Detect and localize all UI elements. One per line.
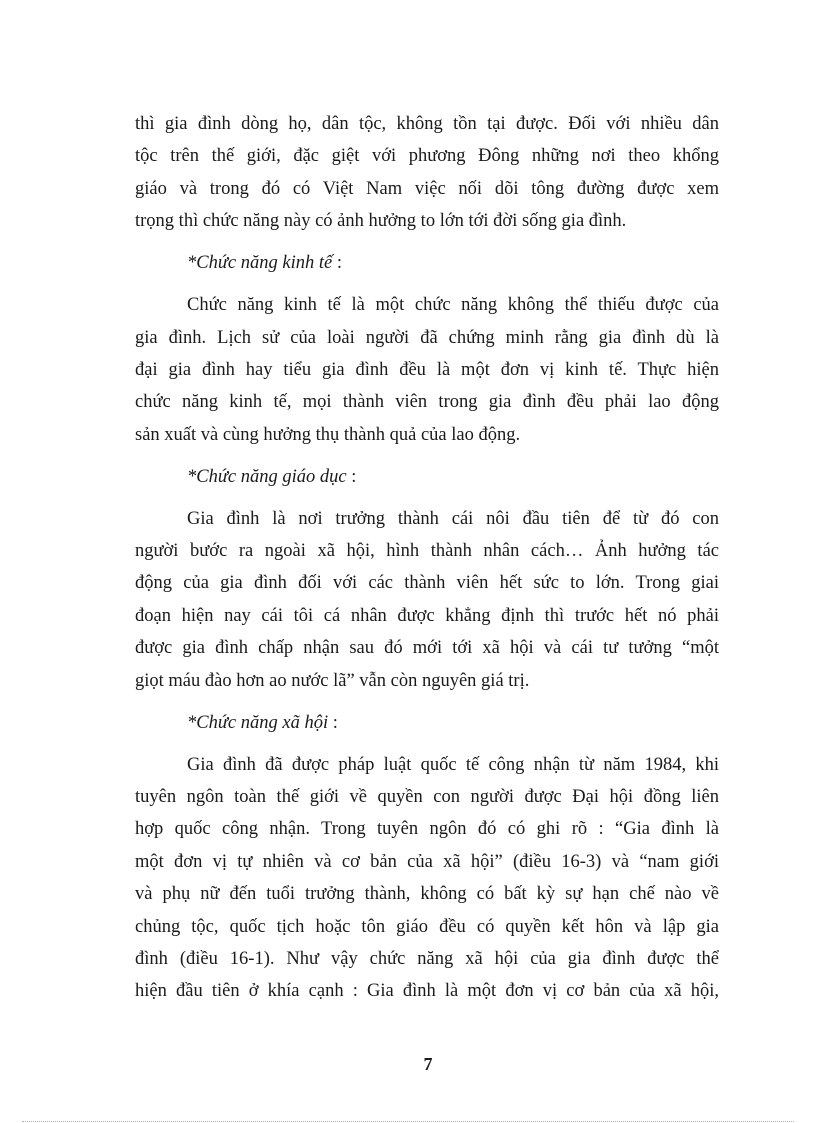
- text-line: người bước ra ngoài xã hội, hình thành nhân cách… Ảnh hưởng tác: [135, 541, 719, 562]
- text-line: tuyên ngôn toàn thế giới về quyền con người được Đại hội đồng liên: [135, 786, 719, 807]
- paragraph-gap: [135, 697, 719, 707]
- text-line: tộc trên thế giới, đặc giệt với phương Đông những nơi theo khổng: [135, 146, 719, 167]
- text-line: giọt máu đào hơn ao nước lã” vẫn còn nguyên giá trị.: [135, 670, 530, 691]
- text-line: sản xuất và cùng hưởng thụ thành quả của lao động.: [135, 424, 521, 445]
- section-heading: [135, 707, 719, 739]
- page-bottom-divider: [22, 1121, 794, 1122]
- body-paragraph: [135, 289, 719, 451]
- section-heading-colon: :: [332, 253, 342, 274]
- text-line: hiện đầu tiên ở khía cạnh : Gia đình là một đơn vị cơ bản của xã hội,: [135, 981, 719, 1002]
- section-heading-text: *Chức năng xã hội: [187, 712, 329, 733]
- text-line: một đơn vị tự nhiên và cơ bản của xã hội” (điều 16-3) và “nam giới: [135, 851, 719, 872]
- text-line: được gia đình chấp nhận sau đó mới tới xã hội và cái tư tưởng “một: [135, 638, 719, 659]
- paragraph-gap: [135, 739, 719, 749]
- text-line: đoạn hiện nay cái tôi cá nhân được khẳng định thì trước hết nó phải: [135, 605, 719, 626]
- text-line: thì gia đình dòng họ, dân tộc, không tồn tại được. Đối với nhiều dân: [135, 114, 719, 134]
- text-line: Gia đình đã được pháp luật quốc tế công nhận từ năm 1984, khi: [187, 754, 719, 775]
- text-line: động của gia đình đối với các thành viên hết sức to lớn. Trong giai: [135, 573, 719, 594]
- section-heading-colon: :: [328, 712, 338, 733]
- paragraph-gap: [135, 238, 719, 248]
- text-line: Gia đình là nơi trưởng thành cái nôi đầu tiên để từ đó con: [187, 508, 719, 529]
- section-heading-text: *Chức năng giáo dục: [187, 466, 347, 487]
- text-line: giáo và trong đó có Việt Nam việc nối dõi tông đường được xem: [135, 178, 719, 199]
- paragraph-gap: [135, 493, 719, 503]
- text-line: chủng tộc, quốc tịch hoặc tôn giáo đều có quyền kết hôn và lập gia: [135, 916, 719, 937]
- text-line: Chức năng kinh tế là một chức năng không thể thiếu được của: [187, 295, 719, 316]
- paragraph-gap: [135, 280, 719, 290]
- section-heading-colon: :: [346, 466, 357, 487]
- text-line: đình (điều 16-1). Như vậy chức năng xã hội của gia đình được thể: [135, 948, 719, 969]
- page-number: 7: [423, 1054, 433, 1074]
- section-heading-text: *Chức năng kinh tế: [187, 253, 333, 274]
- text-line: chức năng kinh tế, mọi thành viên trong gia đình đều phải lao động: [135, 392, 719, 413]
- body-paragraph: [135, 108, 719, 238]
- paragraph-gap: [135, 451, 719, 461]
- text-line: và phụ nữ đến tuổi trưởng thành, không có bất kỳ sự hạn chế nào về: [135, 884, 719, 905]
- text-line: trọng thì chức năng này có ảnh hưởng to lớn tới đời sống gia đình.: [135, 211, 627, 232]
- body-text: [135, 108, 719, 1008]
- text-line: gia đình. Lịch sử của loài người đã chứng minh rằng gia đình dù là: [135, 327, 719, 348]
- body-paragraph: [135, 749, 719, 1008]
- body-paragraph: [135, 503, 719, 697]
- section-heading: [135, 461, 719, 493]
- text-line: đại gia đình hay tiểu gia đình đều là một đơn vị kinh tế. Thực hiện: [135, 359, 719, 380]
- text-line: hợp quốc công nhận. Trong tuyên ngôn đó có ghi rõ : “Gia đình là: [135, 819, 719, 840]
- section-heading: [135, 247, 719, 279]
